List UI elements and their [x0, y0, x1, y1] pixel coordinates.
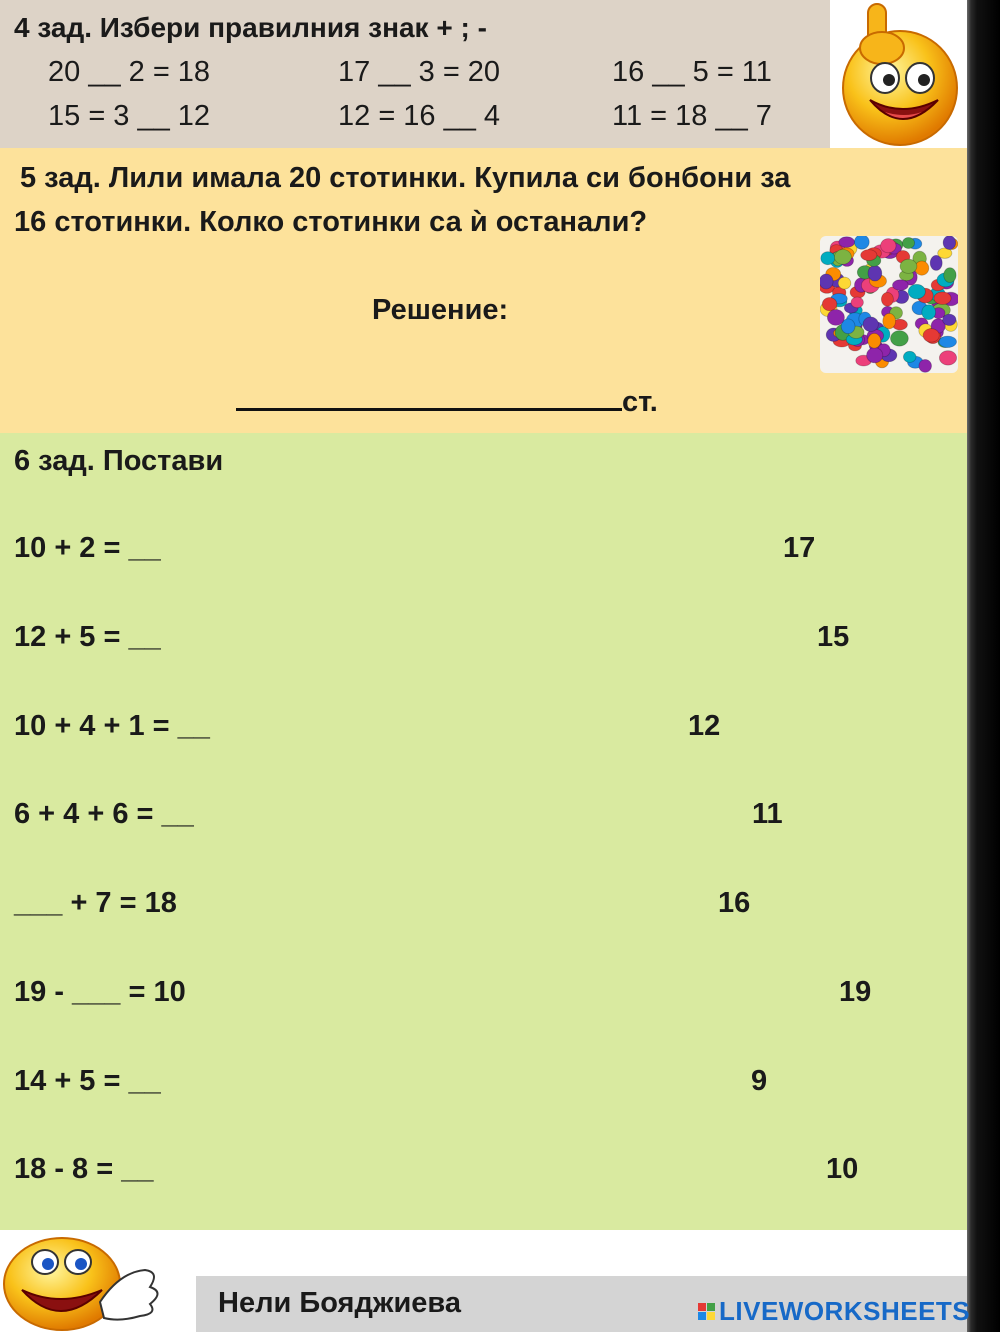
task5-text-line2: 16 стотинки. Колко стотинки са ѝ останали? [14, 206, 648, 238]
liveworksheets-logo-icon [698, 1303, 715, 1320]
candy-piece [868, 265, 882, 281]
candy-piece [902, 238, 914, 249]
candy-piece [893, 280, 909, 291]
candy-piece [881, 239, 896, 253]
candy-piece [838, 277, 851, 289]
task4-equation: 16 __ 5 = 11 [612, 56, 772, 88]
candy-piece [944, 268, 956, 283]
candy-piece [827, 310, 844, 326]
task5-text-line1: 5 зад. Лили имала 20 стотинки. Купила си бонбони за [20, 162, 791, 194]
answer-number-draggable[interactable]: 11 [752, 798, 783, 830]
task6-equation: ___ + 7 = 18 [14, 887, 177, 919]
task6-equation: 14 + 5 = __ [14, 1065, 161, 1097]
task4-panel [0, 0, 830, 148]
smiley-thumbs-up-icon [830, 0, 967, 148]
candy-piece [822, 298, 837, 311]
answer-number-draggable[interactable]: 19 [839, 976, 872, 1008]
candy-piece [863, 317, 878, 332]
candy-piece [939, 351, 956, 365]
candy-piece [834, 250, 851, 265]
candy-image [820, 236, 958, 373]
candy-piece [934, 292, 951, 305]
task4-equation: 15 = 3 __ 12 [48, 100, 211, 132]
task6-equation: 10 + 2 = __ [14, 532, 161, 564]
task4-title: 4 зад. Избери правилния знак + ; - [14, 12, 487, 43]
candy-piece [903, 351, 916, 362]
task5-panel [0, 148, 967, 433]
answer-number-draggable[interactable]: 10 [826, 1153, 859, 1185]
answer-number-draggable[interactable]: 15 [817, 621, 850, 653]
page-edge-shadow [967, 0, 1000, 1332]
answer-number-draggable[interactable]: 17 [783, 532, 816, 564]
candy-piece [868, 333, 881, 348]
author-name: Нели Бояджиева [218, 1287, 461, 1319]
task4-equation: 20 __ 2 = 18 [48, 56, 211, 88]
task6-equation: 19 - ___ = 10 [14, 976, 186, 1008]
task4-equation: 11 = 18 __ 7 [612, 100, 772, 132]
candy-piece [900, 259, 917, 273]
candy-piece [908, 284, 925, 298]
candy-piece [867, 348, 883, 363]
candy-piece [939, 336, 957, 347]
candy-piece [861, 250, 877, 261]
liveworksheets-logo-text: LIVEWORKSHEETS [719, 1296, 971, 1326]
answer-number-draggable[interactable]: 12 [688, 710, 721, 742]
task6-equation: 10 + 4 + 1 = __ [14, 710, 210, 742]
candy-piece [943, 314, 956, 325]
answer-unit: ст. [622, 386, 658, 418]
liveworksheets-logo[interactable] [698, 1296, 970, 1327]
candy-piece [839, 237, 855, 248]
task6-title: 6 зад. Постави [14, 445, 224, 477]
candy-piece [820, 274, 833, 289]
candy-piece [883, 313, 896, 328]
candy-piece [851, 297, 863, 308]
candy-piece [881, 292, 893, 306]
candy-piece [919, 360, 932, 373]
task4-equation: 12 = 16 __ 4 [338, 100, 501, 132]
task6-equation: 6 + 4 + 6 = __ [14, 798, 194, 830]
task6-equation: 18 - 8 = __ [14, 1153, 154, 1185]
candy-piece [891, 331, 909, 346]
answer-field[interactable] [236, 384, 658, 419]
answer-blank[interactable] [236, 384, 622, 411]
smiley-pointing-icon [0, 1232, 170, 1332]
answer-number-draggable[interactable]: 16 [718, 887, 751, 919]
answer-number-draggable[interactable]: 9 [751, 1065, 768, 1097]
candy-piece [923, 329, 939, 343]
task4-equation: 17 __ 3 = 20 [338, 56, 501, 88]
candy-piece [854, 236, 869, 249]
solution-label: Решение: [372, 294, 509, 326]
candy-piece [821, 252, 835, 265]
task6-panel [0, 433, 967, 1230]
candy-piece [943, 236, 956, 250]
candy-piece [922, 305, 936, 320]
task6-equation: 12 + 5 = __ [14, 621, 161, 653]
